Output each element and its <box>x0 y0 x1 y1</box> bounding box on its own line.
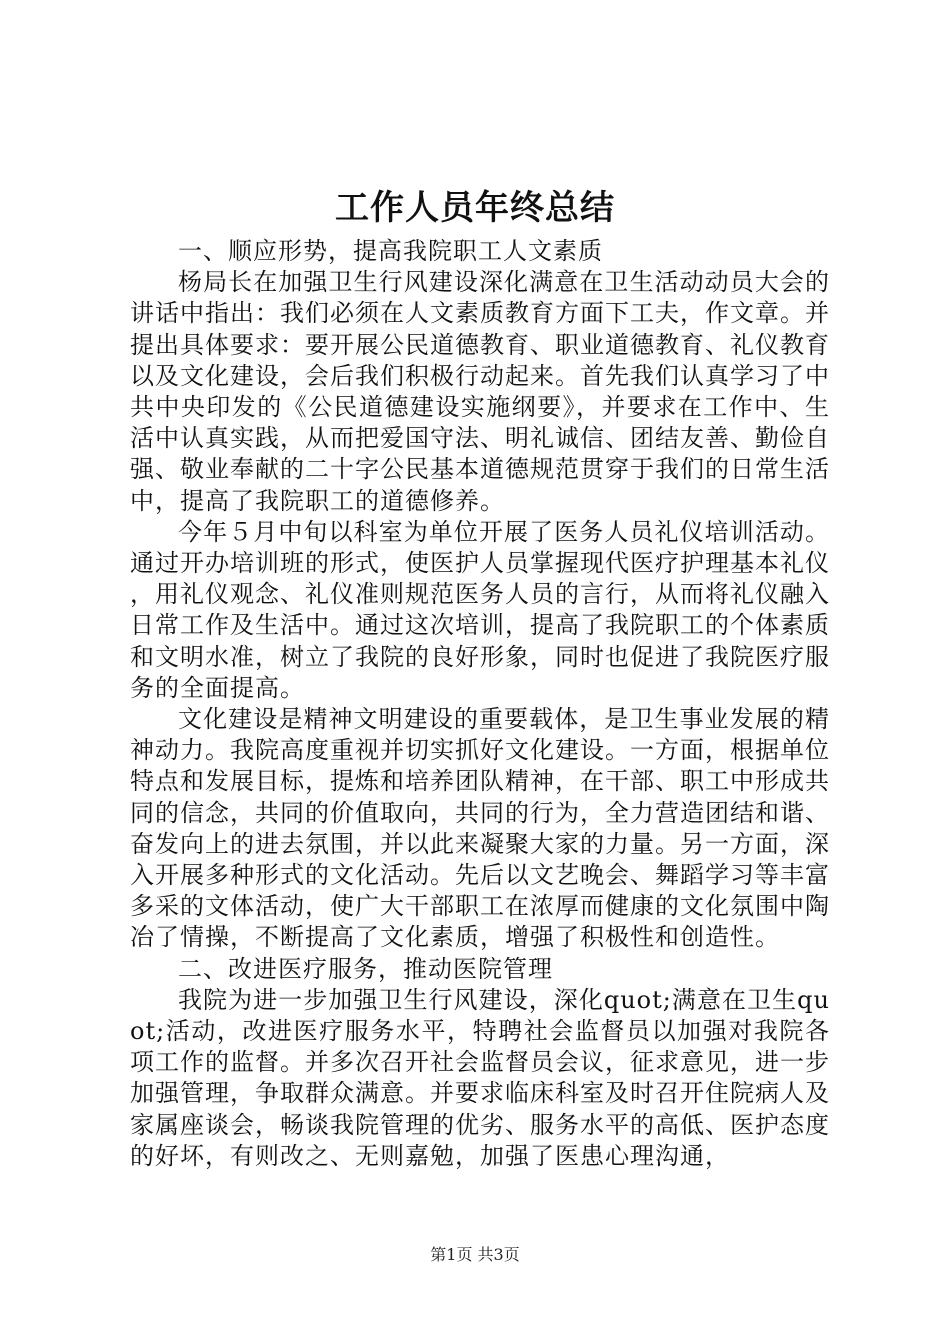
section-heading-1: 一、顺应形势，提高我院职工人文素质 <box>178 237 603 265</box>
page-number-footer: 第1页 共3页 <box>430 1245 520 1264</box>
document-title: 工作人员年终总结 <box>335 188 615 228</box>
paragraph-3: 文化建设是精神文明建设的重要载体，是卫生事业发展的精神动力。我院高度重视并切实抓好文化建设。一方面，根据单位特点和发展目标，提炼和培养团队精神，在干部、职工中形成共同的信念，共同的价值取向，共同的行为，全力营造团结和谐、奋发向上的进去氛围，并以此来凝聚大家的力量。另一方面，深入开展多种形式的文化活动。先后以文艺晚会、舞蹈学习等丰富多采的文体活动，使广大干部职工在浓厚而健康的文化氛围中陶冶了情操，不断提高了文化素质，增强了积极性和创造性。 <box>130 705 830 952</box>
paragraph-2: 今年５月中旬以科室为单位开展了医务人员礼仪培训活动。通过开办培训班的形式，使医护人员掌握现代医疗护理基本礼仪，用礼仪观念、礼仪准则规范医务人员的言行，从而将礼仪融入日常工作及生活中。通过这次培训，提高了我院职工的个体素质和文明水准，树立了我院的良好形象，同时也促进了我院医疗服务的全面提高。 <box>130 517 830 702</box>
paragraph-4: 我院为进一步加强卫生行风建设，深化quot;满意在卫生quot;活动，改进医疗服务水平，特聘社会监督员以加强对我院各项工作的监督。并多次召开社会监督员会议，征求意见，进一步加强管理，争取群众满意。并要求临床科室及时召开住院病人及家属座谈会，畅谈我院管理的优劣、服务水平的高低、医护态度的好坏，有则改之、无则嘉勉，加强了医患心理沟通， <box>130 985 830 1170</box>
section-heading-2: 二、改进医疗服务，推动医院管理 <box>178 954 553 983</box>
paragraph-1: 杨局长在加强卫生行风建设深化满意在卫生活动动员大会的讲话中指出：我们必须在人文素质教育方面下工夫，作文章。并提出具体要求：要开展公民道德教育、职业道德教育、礼仪教育以及文化建设，会后我们积极行动起来。首先我们认真学习了中共中央印发的《公民道德建设实施纲要》，并要求在工作中、生活中认真实践，从而把爱国守法、明礼诚信、团结友善、勤俭自强、敬业奉献的二十字公民基本道德规范贯穿于我们的日常生活中，提高了我院职工的道德修养。 <box>130 268 830 515</box>
document-body <box>130 236 830 1172</box>
